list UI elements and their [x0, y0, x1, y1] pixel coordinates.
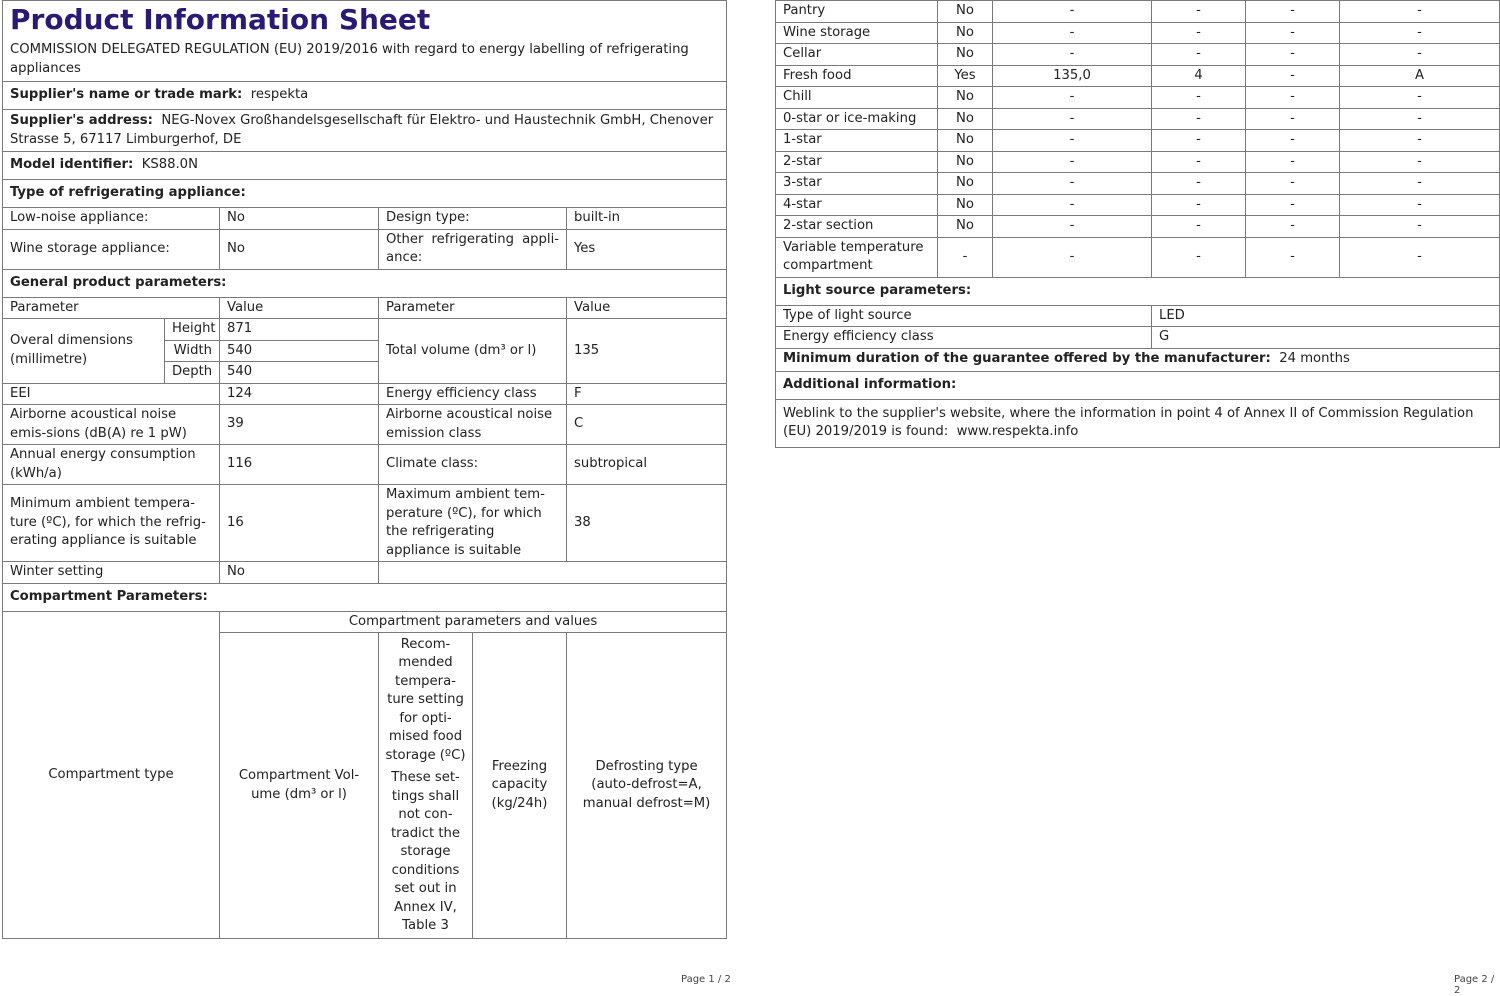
compartment-present: No	[938, 108, 993, 130]
compartment-defrost: -	[1340, 22, 1500, 44]
other-refrig-value: Yes	[567, 229, 727, 269]
compartment-volume: -	[993, 1, 1152, 23]
compartment-defrost: -	[1340, 173, 1500, 195]
compartment-temp: -	[1152, 130, 1246, 152]
compartment-volume: 135,0	[993, 65, 1152, 87]
annual-energy-label: Annual energy consumption (kWh/a)	[3, 445, 220, 485]
compartment-present: No	[938, 44, 993, 66]
compartment-defrost: -	[1340, 194, 1500, 216]
compartment-temp: -	[1152, 151, 1246, 173]
annual-energy-value: 116	[220, 445, 379, 485]
compartment-type: 0-star or ice-making	[776, 108, 938, 130]
compartment-type: 2-star	[776, 151, 938, 173]
compartment-volume: -	[993, 44, 1152, 66]
dimensions-label: Overal dimensions (millimetre)	[3, 319, 165, 384]
compartment-freezing: -	[1246, 108, 1340, 130]
supplier-name-value: respekta	[250, 87, 309, 103]
max-ambient-label: Maximum ambient tem-perature (ºC), for which the refrigerating appliance is suitable	[379, 485, 567, 562]
winter-label: Winter setting	[3, 562, 220, 584]
compartment-freezing: -	[1246, 22, 1340, 44]
compartment-freezing: -	[1246, 65, 1340, 87]
compartment-row	[776, 194, 1500, 216]
compartment-defrost: -	[1340, 130, 1500, 152]
compartment-type: Pantry	[776, 1, 938, 23]
supplier-address-value: NEG-Novex Großhandelsgesellschaft für Elektro- und Haustechnik GmbH, Chenover Strasse 5, 67117 Limburgerhof, DE	[10, 113, 714, 147]
compartment-type: 3-star	[776, 173, 938, 195]
light-heading: Light source parameters:	[776, 277, 1500, 305]
noise-class-label: Airborne acoustical noise emission class	[379, 405, 567, 445]
compartment-freezing: -	[1246, 194, 1340, 216]
compartment-volume: -	[993, 130, 1152, 152]
guarantee-row	[776, 348, 1500, 371]
compartment-row	[776, 44, 1500, 66]
compartment-freezing: -	[1246, 237, 1340, 277]
width-value: 540	[220, 340, 379, 362]
comp-values-header: Compartment parameters and values	[220, 611, 727, 633]
title-block	[3, 1, 727, 82]
height-label: Height	[165, 319, 220, 341]
supplier-address-row	[3, 110, 727, 152]
noise-label: Airborne acoustical noise emis-sions (dB(A) re 1 pW)	[3, 405, 220, 445]
compartment-row	[776, 1, 1500, 23]
model-row	[3, 152, 727, 180]
compartment-temp: -	[1152, 44, 1246, 66]
light-class-label: Energy efficiency class	[776, 327, 1152, 349]
compartment-present: No	[938, 87, 993, 109]
light-type-value: LED	[1152, 305, 1500, 327]
efficiency-class-label: Energy efficiency class	[379, 383, 567, 405]
compartment-present: No	[938, 151, 993, 173]
model-value: KS88.0N	[141, 157, 198, 173]
compartment-row	[776, 22, 1500, 44]
weblink-text: Weblink to the supplier's website, where the information in point 4 of Annex II of Commission Regulation (EU) 2019/2019 is found:	[783, 405, 1474, 439]
compartment-temp: 4	[1152, 65, 1246, 87]
comp-temp-note: These set-tings shall not con-tradict the storage conditions set out in Annex IV, Table 3	[391, 770, 460, 933]
compartment-present: No	[938, 130, 993, 152]
param-header-2: Parameter	[379, 297, 567, 319]
efficiency-class-value: F	[567, 383, 727, 405]
compartment-present: No	[938, 22, 993, 44]
compartment-freezing: -	[1246, 44, 1340, 66]
product-info-table	[2, 0, 727, 939]
compartment-temp: -	[1152, 108, 1246, 130]
compartment-row	[776, 108, 1500, 130]
compartment-defrost: A	[1340, 65, 1500, 87]
depth-label: Depth	[165, 362, 220, 384]
compartment-type: Wine storage	[776, 22, 938, 44]
compartment-type: Chill	[776, 87, 938, 109]
compartment-type: Cellar	[776, 44, 938, 66]
compartment-freezing: -	[1246, 151, 1340, 173]
noise-class-value: C	[567, 405, 727, 445]
compartment-present: No	[938, 173, 993, 195]
eei-label: EEI	[3, 383, 220, 405]
type-heading: Type of refrigerating appliance:	[3, 180, 727, 208]
comp-temp-cell	[379, 633, 473, 939]
compartment-defrost: -	[1340, 237, 1500, 277]
compartment-volume: -	[993, 237, 1152, 277]
depth-value: 540	[220, 362, 379, 384]
width-label: Width	[165, 340, 220, 362]
compartment-freezing: -	[1246, 87, 1340, 109]
climate-class-label: Climate class:	[379, 445, 567, 485]
compartment-freezing: -	[1246, 216, 1340, 238]
compartment-heading: Compartment Parameters:	[3, 583, 727, 611]
value-header-2: Value	[567, 297, 727, 319]
compartment-freezing: -	[1246, 130, 1340, 152]
general-heading: General product parameters:	[3, 269, 727, 297]
compartment-defrost: -	[1340, 1, 1500, 23]
compartment-freezing: -	[1246, 173, 1340, 195]
compartment-defrost: -	[1340, 87, 1500, 109]
compartment-defrost: -	[1340, 151, 1500, 173]
design-type-label: Design type:	[379, 208, 567, 230]
min-ambient-value: 16	[220, 485, 379, 562]
compartment-present: No	[938, 194, 993, 216]
additional-heading: Additional information:	[776, 371, 1500, 399]
supplier-address-label: Supplier's address:	[10, 113, 153, 128]
total-volume-label: Total volume (dm³ or l)	[379, 319, 567, 384]
compartment-row	[776, 130, 1500, 152]
design-type-value: built-in	[567, 208, 727, 230]
page-title: Product Information Sheet	[10, 3, 431, 36]
compartment-row	[776, 216, 1500, 238]
page-2	[775, 0, 1499, 448]
comp-defrost-header: Defrosting type (auto-defrost=A, manual defrost=M)	[567, 633, 727, 939]
regulation-text: COMMISSION DELEGATED REGULATION (EU) 2019/2016 with regard to energy labelling of refrigerating appliances	[10, 42, 689, 76]
compartment-type: Variable temperature compartment	[776, 237, 938, 277]
compartment-type: Fresh food	[776, 65, 938, 87]
page-footer-2: Page 2 / 2	[1454, 974, 1495, 996]
winter-value: No	[220, 562, 379, 584]
compartment-row	[776, 65, 1500, 87]
height-value: 871	[220, 319, 379, 341]
compartment-temp: -	[1152, 194, 1246, 216]
supplier-name-label: Supplier's name or trade mark:	[10, 87, 243, 103]
compartment-temp: -	[1152, 173, 1246, 195]
comp-temp-header: Recom-mended tempera-ture setting for opti-mised food storage (ºC)	[385, 636, 466, 763]
param-header: Parameter	[3, 297, 220, 319]
compartment-temp: -	[1152, 22, 1246, 44]
low-noise-label: Low-noise appliance:	[3, 208, 220, 230]
compartment-temp: -	[1152, 87, 1246, 109]
noise-value: 39	[220, 405, 379, 445]
low-noise-value: No	[220, 208, 379, 230]
value-header: Value	[220, 297, 379, 319]
compartment-defrost: -	[1340, 108, 1500, 130]
total-volume-value: 135	[567, 319, 727, 384]
compartment-temp: -	[1152, 216, 1246, 238]
other-refrig-label: Other refrigerating appli-ance:	[379, 229, 567, 269]
guarantee-label: Minimum duration of the guarantee offered by the manufacturer:	[783, 351, 1271, 367]
compartment-table	[775, 0, 1500, 448]
compartment-row	[776, 237, 1500, 277]
compartment-present: Yes	[938, 65, 993, 87]
min-ambient-label: Minimum ambient tempera-ture (ºC), for which the refrig-erating appliance is suitable	[3, 485, 220, 562]
compartment-row	[776, 173, 1500, 195]
light-class-value: G	[1152, 327, 1500, 349]
page-footer-1: Page 1 / 2	[681, 974, 731, 985]
compartment-volume: -	[993, 87, 1152, 109]
compartment-volume: -	[993, 108, 1152, 130]
compartment-volume: -	[993, 151, 1152, 173]
compartment-rows	[776, 1, 1500, 278]
compartment-volume: -	[993, 194, 1152, 216]
wine-storage-value: No	[220, 229, 379, 269]
compartment-freezing: -	[1246, 1, 1340, 23]
compartment-row	[776, 151, 1500, 173]
climate-class-value: subtropical	[567, 445, 727, 485]
page-1	[2, 0, 726, 939]
compartment-type: 2-star section	[776, 216, 938, 238]
compartment-defrost: -	[1340, 216, 1500, 238]
weblink-value: www.respekta.info	[956, 424, 1079, 439]
compartment-temp: -	[1152, 1, 1246, 23]
supplier-name-row	[3, 82, 727, 110]
compartment-present: No	[938, 1, 993, 23]
eei-value: 124	[220, 383, 379, 405]
comp-type-header: Compartment type	[3, 611, 220, 939]
weblink-row	[776, 399, 1500, 447]
compartment-present: No	[938, 216, 993, 238]
comp-volume-header: Compartment Vol-ume (dm³ or l)	[220, 633, 379, 939]
guarantee-value: 24 months	[1279, 351, 1350, 367]
compartment-volume: -	[993, 173, 1152, 195]
model-label: Model identifier:	[10, 157, 134, 173]
comp-freezing-header: Freezing capacity (kg/24h)	[473, 633, 567, 939]
compartment-type: 1-star	[776, 130, 938, 152]
compartment-defrost: -	[1340, 44, 1500, 66]
compartment-present: -	[938, 237, 993, 277]
compartment-row	[776, 87, 1500, 109]
max-ambient-value: 38	[567, 485, 727, 562]
compartment-type: 4-star	[776, 194, 938, 216]
wine-storage-label: Wine storage appliance:	[3, 229, 220, 269]
light-type-label: Type of light source	[776, 305, 1152, 327]
compartment-volume: -	[993, 216, 1152, 238]
compartment-temp: -	[1152, 237, 1246, 277]
compartment-volume: -	[993, 22, 1152, 44]
empty-cell	[379, 562, 727, 584]
